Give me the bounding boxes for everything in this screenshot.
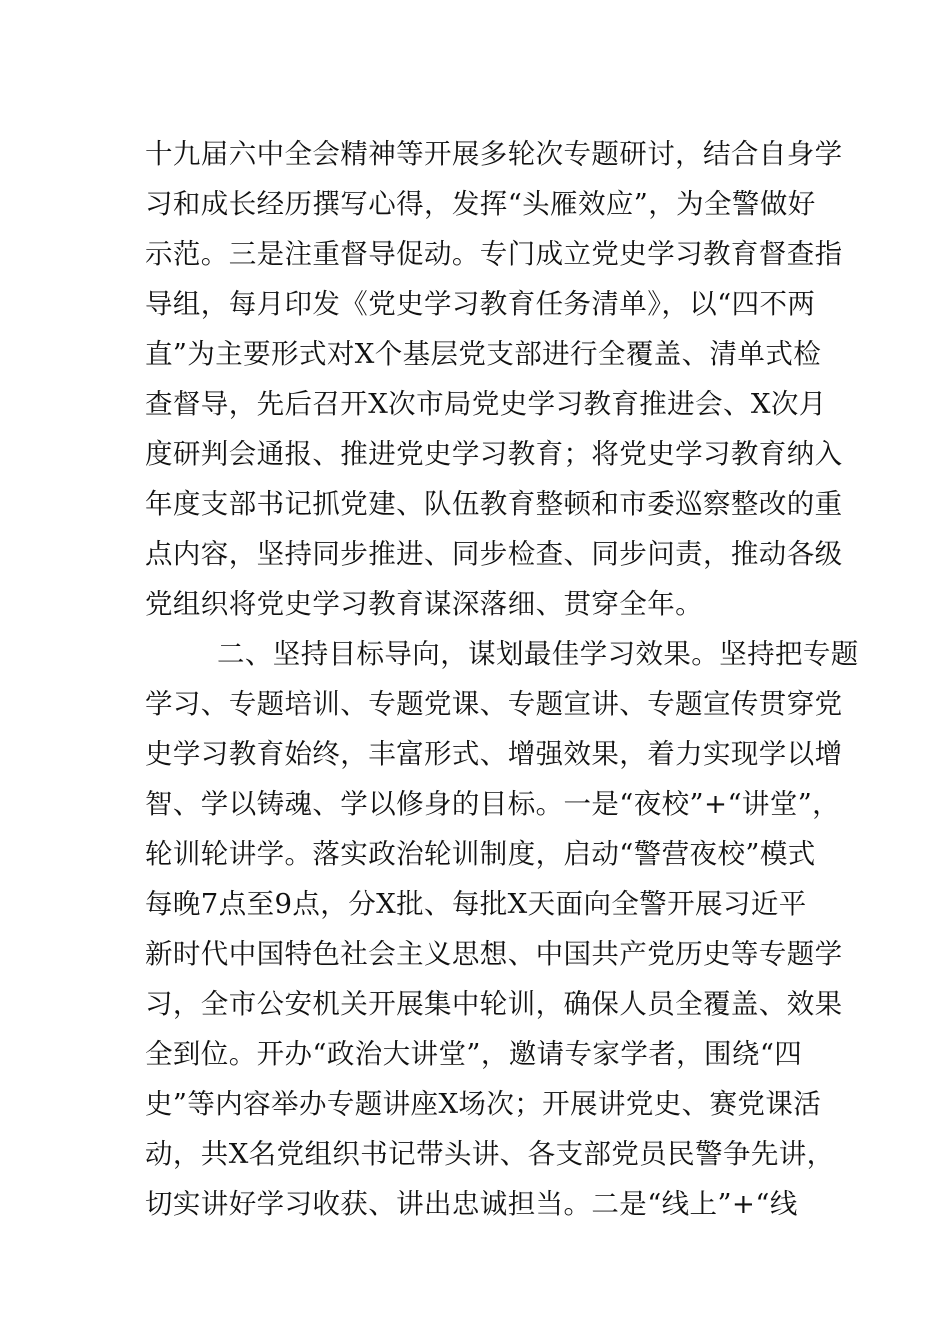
- body-text-line: 示范。三是注重督导促动。专门成立党史学习教育督查指: [145, 238, 843, 270]
- body-text-line: 习，全市公安机关开展集中轮训，确保人员全覆盖、效果: [145, 988, 843, 1020]
- body-text-line: 学习、专题培训、专题党课、专题宣讲、专题宣传贯穿党: [145, 688, 843, 720]
- body-text-line: 十九届六中全会精神等开展多轮次专题研讨，结合自身学: [145, 138, 843, 170]
- body-text-line: 党组织将党史学习教育谋深落细、贯穿全年。: [145, 588, 703, 620]
- body-text-line: 全到位。开办“政治大讲堂”，邀请专家学者，围绕“四: [145, 1038, 803, 1070]
- body-text-line: 每晚7点至9点，分X批、每批X天面向全警开展习近平: [145, 888, 807, 920]
- body-text-line: 史学习教育始终，丰富形式、增强效果，着力实现学以增: [145, 738, 843, 770]
- body-text-line: 习和成长经历撰写心得，发挥“头雁效应”，为全警做好: [145, 188, 816, 220]
- body-text-line: 点内容，坚持同步推进、同步检查、同步问责，推动各级: [145, 538, 843, 570]
- section-heading-line: 二、坚持目标导向，谋划最佳学习效果。坚持把专题: [217, 638, 859, 670]
- body-text-line: 直”为主要形式对X个基层党支部进行全覆盖、清单式检: [145, 338, 822, 370]
- body-text-line: 度研判会通报、推进党史学习教育；将党史学习教育纳入: [145, 438, 843, 470]
- body-text-line: 史”等内容举办专题讲座X场次；开展讲党史、赛党课活: [145, 1088, 822, 1120]
- body-text-line: 导组，每月印发《党史学习教育任务清单》，以“四不两: [145, 288, 816, 320]
- body-text-line: 查督导，先后召开X次市局党史学习教育推进会、X次月: [145, 388, 827, 420]
- body-text-line: 年度支部书记抓党建、队伍教育整顿和市委巡察整改的重: [145, 488, 843, 520]
- body-text-line: 新时代中国特色社会主义思想、中国共产党历史等专题学: [145, 938, 843, 970]
- body-text-line: 切实讲好学习收获、讲出忠诚担当。二是“线上”+“线: [145, 1188, 798, 1220]
- body-text-line: 智、学以铸魂、学以修身的目标。一是“夜校”+“讲堂”，: [145, 788, 841, 820]
- body-text-line: 动，共X名党组织书记带头讲、各支部党员民警争先讲，: [145, 1138, 835, 1170]
- body-text-line: 轮训轮讲学。落实政治轮训制度，启动“警营夜校”模式: [145, 838, 816, 870]
